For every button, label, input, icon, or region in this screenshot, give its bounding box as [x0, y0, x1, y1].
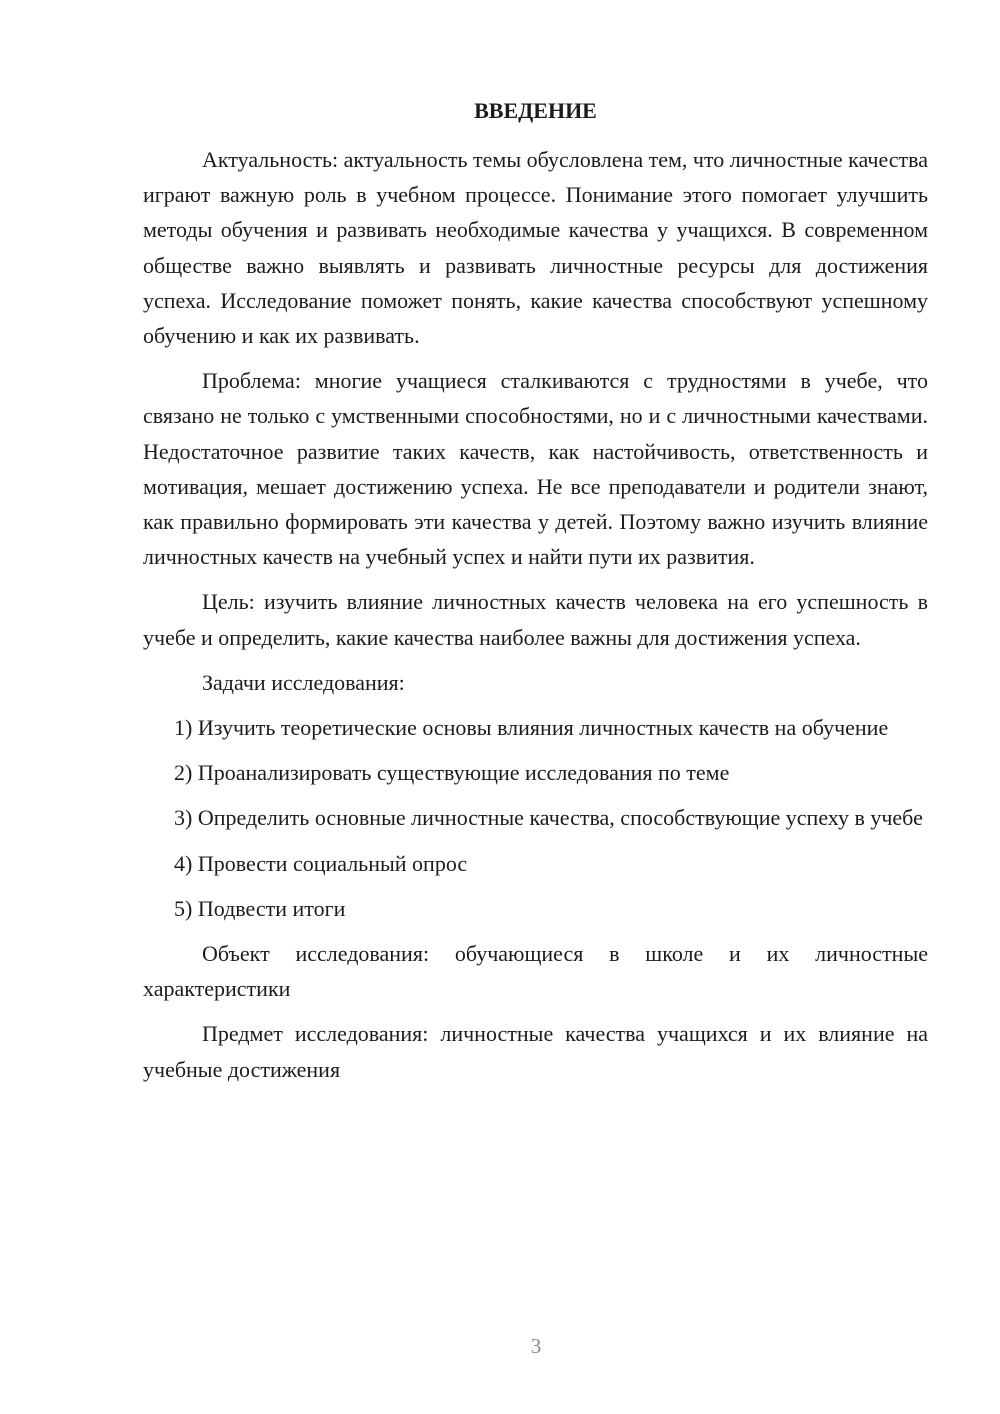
task-item-2: 2) Проанализировать существующие исследования по теме [174, 760, 730, 786]
page-title: ВВЕДЕНИЕ [474, 98, 597, 123]
task-item-5: 5) Подвести итоги [174, 895, 346, 921]
task-item-4: 4) Провести социальный опрос [174, 850, 468, 876]
task-item-3: 3) Определить основные личностные качества, способствующие успеху в учебе [174, 805, 923, 831]
paragraph-subject: Предмет исследования: личностные качества учащихся и их влияние на учебные достижения [143, 1021, 928, 1082]
paragraph-goal: Цель: изучить влияние личностных качеств человека на его успешность в учебе и определить, какие качества наиболее важны для достижения успеха. [143, 589, 928, 650]
page-number: 3 [530, 1334, 542, 1358]
paragraph-object: Объект исследования: обучающиеся в школе и их личностные характеристики [143, 941, 928, 1002]
paragraph-relevance: Актуальность: актуальность темы обусловлена тем, что личностные качества играют важную роль в учебном процессе. Понимание этого помогает улучшить методы обучения и развивать необходимые качества у учащихся. В современном обществе важно выявлять и развивать личностные ресурсы для достижения успеха. Исследование поможет понять, какие качества способствуют успешному обучению и как их развивать. [143, 147, 928, 349]
tasks-heading: Задачи исследования: [202, 669, 405, 695]
task-item-1: 1) Изучить теоретические основы влияния личностных качеств на обучение [174, 715, 889, 741]
document-body [143, 142, 928, 1097]
paragraph-problem: Проблема: многие учащиеся сталкиваются с трудностями в учебе, что связано не только с умственными способностями, но и с личностными качествами. Недостаточное развитие таких качеств, как настойчивость, ответственность и мотивация, мешает достижению успеха. Не все преподаватели и родители знают, как правильно формировать эти качества у детей. Поэтому важно изучить влияние личностных качеств на учебный успех и найти пути их развития. [143, 368, 928, 570]
